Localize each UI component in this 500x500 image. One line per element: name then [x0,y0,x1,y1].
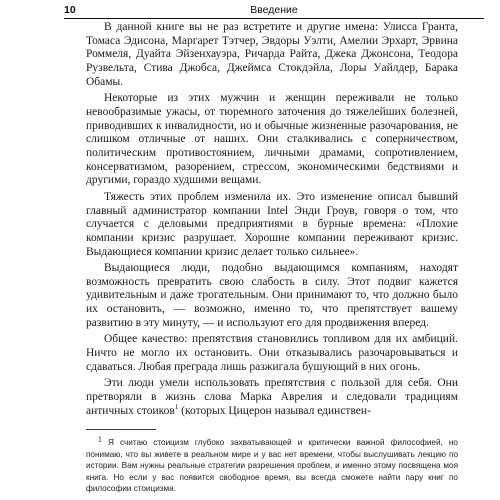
footnote [86,437,458,495]
paragraph [86,377,458,418]
header-rule [64,18,484,19]
running-head [64,4,484,18]
paragraph: Тяжесть этих проблем изменила их. Это изменение описал бывший главный администратор компании Intel Энди Гроув, говоря о том, что случается с деловыми предприятиями в бурные времена: «Плохие компании кризис разрушает. Хорошие компании переживают кризис. Выдающиеся компании кризис делает только сильнее». [86,190,458,258]
paragraph: В данной книге вы не раз встретите и другие имена: Улисса Гранта, Томаса Эдисона, Маргарет Тэтчер, Эвдоры Уэлти, Амелии Эрхарт, Эрвина Роммеля, Дуайта Эйзенхауэра, Ричарда Райта, Джека Джонсона, Теодора Рузвельта, Стива Джобса, Джеймса Стокдэйла, Лоры Уайлдер, Барака Обамы. [86,21,458,88]
footnote-rule [86,429,156,430]
page-number: 10 [64,4,76,16]
paragraph-text-continued: (которых Цицерон называл единствен- [178,404,371,417]
footnote-text: Я считаю стоицизм глубоко захватывающей и критически важной философией, но понимаю, что вы живете в реальном мире и у вас нет времени, чтобы выслушивать лекцию по истории. Вам нужны реальные стратегии разрешения проблем, и именно этому посвящена моя книга. Но если у вас появится свободное время, вы всегда сможете найти пару книг по философии стоицизма. [86,438,458,494]
footnote-marker: 1 [98,436,102,444]
paragraph: Некоторые из этих мужчин и женщин переживали не только невообразимые ужасы, от тюремного заточения до тяжелейших болезней, приводивших к инвалидности, но и обычные жизненные разочарования, не слишком отличные от наших. Они сталкивались с соперничеством, политическим противостоянием, личными драмами, сопротивлением, консерватизмом, разорением, стрессом, экономическими бедствиями и другими, гораздо худшими вещами. [86,92,458,187]
paragraph: Выдающиеся люди, подобно выдающимся компаниям, находят возможность превратить свою слабость в силу. Этот подвиг кажется удивительным и даже трогательным. Они принимают то, что должно было их остановить, — возможно, именно то, что препятствует вашему развитию в эту минуту, — и используют его для продвижения вперед. [86,262,458,329]
footnote-reference[interactable]: 1 [174,402,179,411]
paragraph-text: Эти люди умели использовать препятствия с пользой для себя. Они претворяли в жизнь слова Марка Аврелия и следовали традициям античных стоиков [86,377,458,417]
section-title: Введение [250,4,298,16]
body-text [86,21,458,418]
paragraph: Общее качество: препятствия становились топливом для их амбиций. Ничто не могло их остановить. Они отказывались разочаровываться и сдаваться. Любая преграда лишь разжигала бушующий в них огонь. [86,333,458,373]
